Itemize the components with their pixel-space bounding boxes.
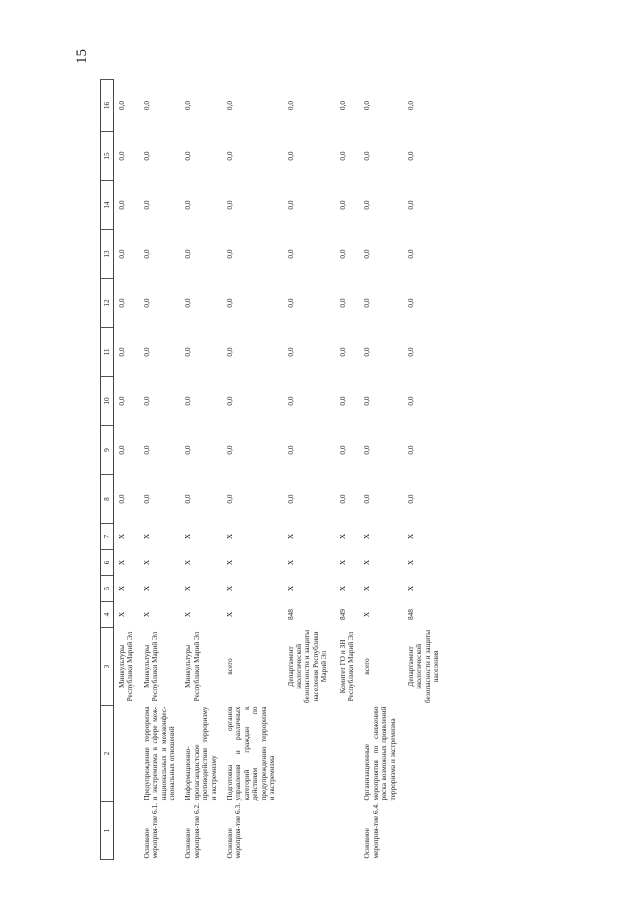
- column-header: 13: [101, 230, 114, 279]
- cell-value: 0,0: [285, 347, 295, 357]
- cell-value: 0,0: [337, 494, 347, 504]
- column-header: 16: [101, 80, 114, 132]
- cell-value: 0,0: [117, 100, 126, 111]
- cell-value: 0,0: [337, 200, 347, 210]
- cell-c2: Подготовка органов управления и различных категорий граждан к действиям по предупреждению терроризма и экстремизма: [225, 706, 277, 801]
- cell-c2: [403, 706, 447, 802]
- cell-c7: X: [183, 533, 193, 540]
- cell-value: 0,0: [362, 249, 372, 259]
- cell-c1: [403, 802, 447, 860]
- cell-c2: [114, 706, 141, 802]
- cell-c4: X: [141, 611, 151, 618]
- cell-value: 0,0: [117, 347, 126, 357]
- cell-value: 0,0: [117, 298, 126, 308]
- cell-value: 0,0: [405, 200, 415, 210]
- cell-value: 0,0: [225, 494, 235, 504]
- column-header: 11: [101, 328, 114, 377]
- cell-c3: всего: [362, 658, 372, 675]
- cell-c4: 848: [285, 609, 295, 620]
- cell-c1: [335, 802, 362, 860]
- column-header: 10: [101, 377, 114, 426]
- cell-value: 0,0: [337, 445, 347, 455]
- cell-value: 0,0: [362, 396, 372, 406]
- column-header: 9: [101, 426, 114, 475]
- cell-c6: X: [117, 559, 126, 566]
- cell-value: 0,0: [285, 494, 295, 504]
- cell-c5: X: [337, 585, 347, 592]
- cell-c3: Минкультуры Республики Марий Эл: [141, 631, 160, 702]
- cell-c4: X: [362, 611, 372, 618]
- column-header: 1: [101, 802, 114, 860]
- cell-value: 0,0: [117, 200, 126, 210]
- cell-c7: X: [405, 533, 415, 540]
- cell-c4: X: [225, 611, 235, 618]
- cell-c4: 849: [337, 609, 347, 620]
- table-row: [141, 80, 183, 860]
- column-header: 14: [101, 181, 114, 230]
- cell-value: 0,0: [362, 298, 372, 308]
- cell-value: 0,0: [117, 445, 126, 455]
- cell-value: 0,0: [362, 347, 372, 357]
- cell-c6: X: [141, 559, 151, 566]
- cell-c7: X: [362, 533, 372, 540]
- cell-c1: Основное мероприя-тие 6.4.: [362, 803, 380, 859]
- cell-value: 0,0: [285, 445, 295, 455]
- table-row: [114, 80, 141, 860]
- cell-c6: X: [225, 559, 235, 566]
- cell-value: 0,0: [405, 298, 415, 308]
- cell-value: 0,0: [405, 445, 415, 455]
- cell-value: 0,0: [225, 396, 235, 406]
- column-header: 12: [101, 279, 114, 328]
- cell-value: 0,0: [405, 396, 415, 406]
- cell-value: 0,0: [117, 151, 126, 161]
- cell-value: 0,0: [225, 249, 235, 259]
- cell-value: 0,0: [141, 200, 151, 210]
- table-row: [403, 80, 447, 860]
- cell-c2: Информационно-пропагандистское противодействие терроризму и экстремизму: [183, 706, 218, 801]
- cell-value: 0,0: [183, 200, 193, 210]
- cell-c7: X: [117, 533, 126, 540]
- cell-value: 0,0: [183, 151, 193, 161]
- cell-c5: X: [117, 585, 126, 592]
- cell-value: 0,0: [405, 347, 415, 357]
- cell-value: 0,0: [225, 151, 235, 161]
- cell-c7: X: [285, 533, 295, 540]
- cell-c4: X: [117, 611, 126, 618]
- cell-c1: [283, 802, 335, 860]
- column-header: 15: [101, 132, 114, 181]
- cell-value: 0,0: [362, 494, 372, 504]
- cell-value: 0,0: [141, 396, 151, 406]
- cell-value: 0,0: [141, 249, 151, 259]
- table-header: [101, 80, 114, 860]
- cell-c3: Департамент экологической безопасности и защиты населения: [405, 629, 441, 704]
- cell-value: 0,0: [337, 100, 347, 111]
- cell-value: 0,0: [225, 200, 235, 210]
- cell-c1: [114, 802, 141, 860]
- cell-value: 0,0: [405, 100, 415, 111]
- cell-value: 0,0: [362, 200, 372, 210]
- cell-value: 0,0: [337, 396, 347, 406]
- cell-value: 0,0: [225, 298, 235, 308]
- rotated-table-container: [100, 80, 520, 860]
- cell-c3: Минкультуры Республики Марий Эл: [183, 631, 201, 702]
- cell-value: 0,0: [183, 494, 193, 504]
- cell-c6: X: [285, 559, 295, 566]
- cell-value: 0,0: [141, 445, 151, 455]
- cell-value: 0,0: [285, 100, 295, 111]
- cell-value: 0,0: [405, 494, 415, 504]
- cell-value: 0,0: [183, 396, 193, 406]
- budget-table: [100, 79, 447, 860]
- cell-c6: X: [405, 559, 415, 566]
- cell-value: 0,0: [285, 151, 295, 161]
- table-row: [182, 80, 224, 860]
- column-header: 3: [101, 628, 114, 706]
- cell-c3: Минкультуры Республики Марий Эл: [117, 631, 135, 702]
- cell-value: 0,0: [285, 396, 295, 406]
- cell-c6: X: [337, 559, 347, 566]
- cell-value: 0,0: [183, 445, 193, 455]
- cell-value: 0,0: [362, 151, 372, 161]
- cell-value: 0,0: [225, 100, 235, 111]
- cell-value: 0,0: [225, 347, 235, 357]
- table-row: [361, 80, 403, 860]
- cell-value: 0,0: [141, 298, 151, 308]
- cell-value: 0,0: [225, 445, 235, 455]
- column-header: 5: [101, 576, 114, 602]
- cell-c6: X: [362, 559, 372, 566]
- cell-value: 0,0: [405, 151, 415, 161]
- cell-c5: X: [225, 585, 235, 592]
- column-header: 6: [101, 550, 114, 576]
- cell-value: 0,0: [337, 347, 347, 357]
- cell-c7: X: [141, 533, 151, 540]
- page-number: 15: [74, 49, 90, 64]
- cell-value: 0,0: [141, 100, 151, 111]
- cell-value: 0,0: [117, 494, 126, 504]
- cell-c5: X: [362, 585, 372, 592]
- cell-value: 0,0: [337, 151, 347, 161]
- cell-c5: X: [141, 585, 151, 592]
- cell-c4: 848: [405, 609, 415, 620]
- column-header: 2: [101, 706, 114, 802]
- cell-value: 0,0: [183, 249, 193, 259]
- cell-c2: [283, 706, 335, 802]
- column-header: 8: [101, 475, 114, 524]
- cell-c7: X: [337, 533, 347, 540]
- column-header: 7: [101, 524, 114, 550]
- cell-value: 0,0: [141, 494, 151, 504]
- cell-value: 0,0: [183, 298, 193, 308]
- cell-value: 0,0: [285, 249, 295, 259]
- cell-c3: Комитет ГО и ЗН Республики Марий Эл: [337, 631, 355, 702]
- cell-c1: Основное мероприя-тие 6.1.: [141, 803, 160, 859]
- table-row: [283, 80, 335, 860]
- cell-value: 0,0: [285, 298, 295, 308]
- cell-value: 0,0: [285, 200, 295, 210]
- cell-c1: Основное мероприя-тие 6.3.: [225, 803, 243, 859]
- cell-value: 0,0: [141, 151, 151, 161]
- cell-c6: X: [183, 559, 193, 566]
- table-row: [224, 80, 282, 860]
- cell-value: 0,0: [183, 347, 193, 357]
- cell-value: 0,0: [141, 347, 151, 357]
- cell-c4: X: [183, 611, 193, 618]
- cell-c5: X: [285, 585, 295, 592]
- cell-c1: Основное мероприя-тие 6.2.: [183, 803, 201, 859]
- cell-value: 0,0: [362, 445, 372, 455]
- cell-c7: X: [225, 533, 235, 540]
- column-header: 4: [101, 602, 114, 628]
- cell-value: 0,0: [117, 396, 126, 406]
- cell-c2: Организационные мероприятия по снижению риска возможных проявлений терроризма и экстремизма: [362, 706, 397, 801]
- cell-value: 0,0: [337, 298, 347, 308]
- cell-value: 0,0: [117, 249, 126, 259]
- cell-c5: X: [405, 585, 415, 592]
- table-body: [114, 80, 447, 860]
- cell-c3: всего: [225, 658, 235, 675]
- cell-value: 0,0: [362, 100, 372, 111]
- cell-value: 0,0: [405, 249, 415, 259]
- cell-c2: [335, 706, 362, 802]
- cell-value: 0,0: [337, 249, 347, 259]
- cell-c5: X: [183, 585, 193, 592]
- cell-value: 0,0: [183, 100, 193, 111]
- cell-c2: Предупреждение терроризма и экстремизма в сфере меж-национальных и межконфес-сиональных отношений: [141, 706, 177, 801]
- cell-c3: Департамент экологической безопасности и защиты населения Республики Марий Эл: [285, 629, 329, 704]
- table-row: [335, 80, 362, 860]
